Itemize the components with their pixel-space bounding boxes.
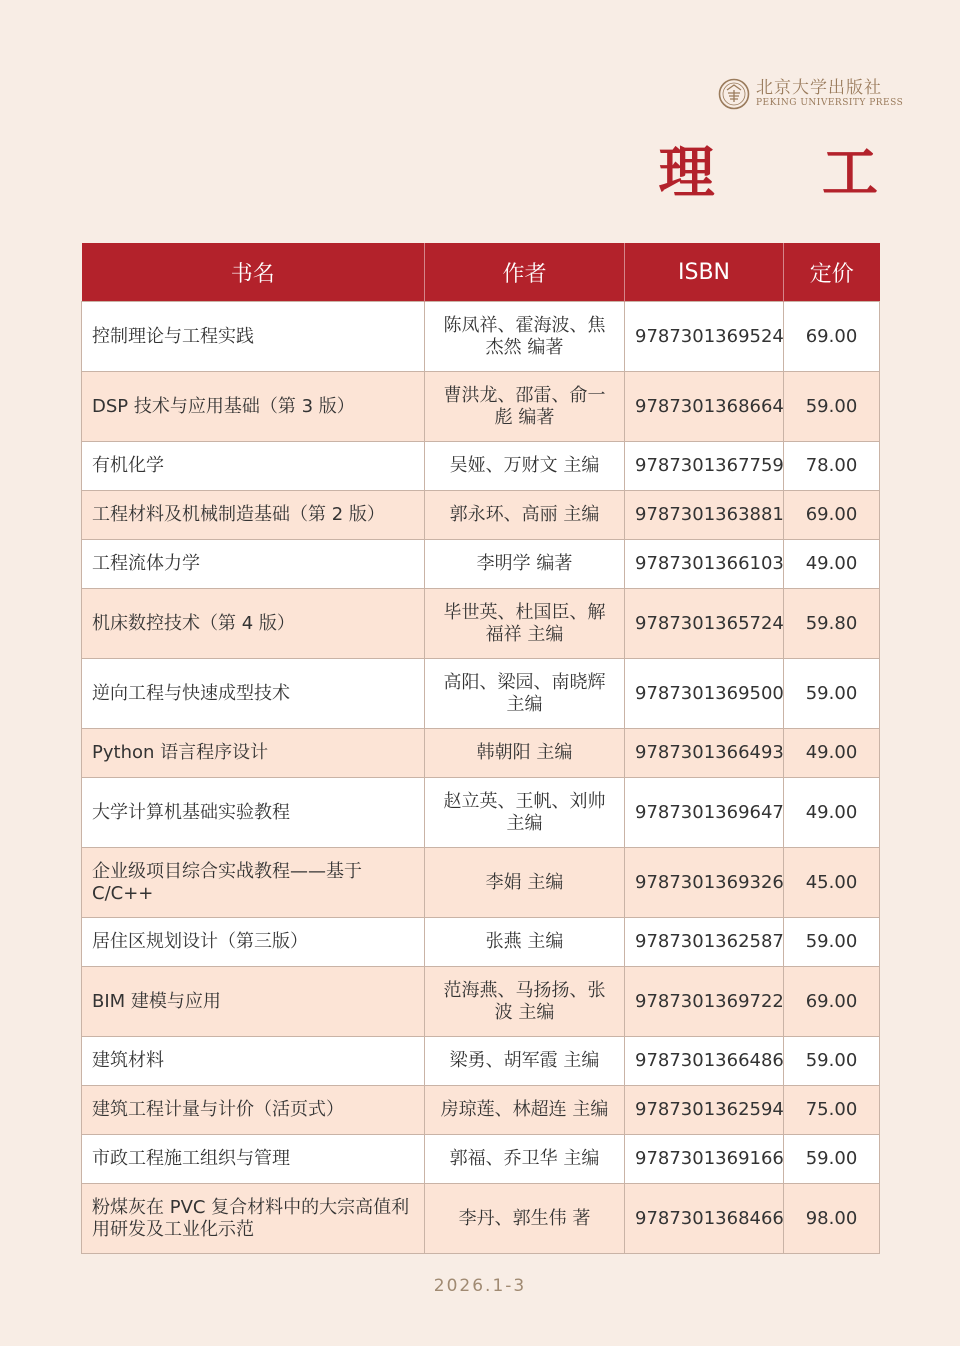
table-row [82, 1037, 880, 1086]
publisher-logo [718, 78, 904, 112]
book-author: 高阳、梁园、南晓辉 主编 [425, 659, 625, 729]
book-price: 59.00 [784, 918, 880, 967]
publisher-name-en: PEKING UNIVERSITY PRESS [756, 98, 904, 108]
book-title: 企业级项目综合实战教程——基于C/C++ [82, 848, 425, 918]
table-row [82, 848, 880, 918]
book-title: 控制理论与工程实践 [82, 302, 425, 372]
publisher-seal-icon [718, 78, 750, 110]
book-isbn: 9787301369524 [625, 302, 784, 372]
page-title: 理 工 [658, 140, 922, 206]
book-isbn: 9787301369166 [625, 1135, 784, 1184]
book-title: 市政工程施工组织与管理 [82, 1135, 425, 1184]
book-author: 张燕 主编 [425, 918, 625, 967]
book-title: 有机化学 [82, 442, 425, 491]
column-header-title: 书名 [82, 243, 425, 302]
book-title: 居住区规划设计（第三版） [82, 918, 425, 967]
book-author: 韩朝阳 主编 [425, 729, 625, 778]
publisher-name-cn: 北京大学出版社 [756, 78, 882, 98]
book-isbn: 9787301368466 [625, 1184, 784, 1254]
book-title: 逆向工程与快速成型技术 [82, 659, 425, 729]
book-isbn: 9787301369722 [625, 967, 784, 1037]
table-row [82, 1086, 880, 1135]
book-price: 59.00 [784, 1135, 880, 1184]
book-isbn: 9787301366486 [625, 1037, 784, 1086]
book-price: 59.80 [784, 589, 880, 659]
book-isbn: 9787301362594 [625, 1086, 784, 1135]
book-isbn: 9787301362587 [625, 918, 784, 967]
table-row [82, 729, 880, 778]
book-price: 49.00 [784, 540, 880, 589]
table-row [82, 967, 880, 1037]
book-author: 郭福、乔卫华 主编 [425, 1135, 625, 1184]
book-isbn: 9787301366103 [625, 540, 784, 589]
book-title: DSP 技术与应用基础（第 3 版） [82, 372, 425, 442]
table-row [82, 918, 880, 967]
book-price: 75.00 [784, 1086, 880, 1135]
book-author: 赵立英、王帆、刘帅 主编 [425, 778, 625, 848]
book-title: 建筑工程计量与计价（活页式） [82, 1086, 425, 1135]
book-isbn: 9787301366493 [625, 729, 784, 778]
book-price: 69.00 [784, 967, 880, 1037]
book-isbn: 9787301365724 [625, 589, 784, 659]
book-author: 毕世英、杜国臣、解福祥 主编 [425, 589, 625, 659]
book-isbn: 9787301363881 [625, 491, 784, 540]
column-header-price: 定价 [784, 243, 880, 302]
table-row [82, 1184, 880, 1254]
book-title: 建筑材料 [82, 1037, 425, 1086]
table-header-row [82, 243, 880, 302]
book-author: 吴娅、万财文 主编 [425, 442, 625, 491]
table-row [82, 1135, 880, 1184]
book-title: 大学计算机基础实验教程 [82, 778, 425, 848]
book-isbn: 9787301369326 [625, 848, 784, 918]
book-title: 工程流体力学 [82, 540, 425, 589]
book-price: 98.00 [784, 1184, 880, 1254]
book-price: 59.00 [784, 1037, 880, 1086]
book-title: 工程材料及机械制造基础（第 2 版） [82, 491, 425, 540]
book-author: 李丹、郭生伟 著 [425, 1184, 625, 1254]
book-author: 李明学 编著 [425, 540, 625, 589]
book-price: 59.00 [784, 372, 880, 442]
book-price: 69.00 [784, 491, 880, 540]
book-price: 78.00 [784, 442, 880, 491]
book-price: 45.00 [784, 848, 880, 918]
table-row [82, 540, 880, 589]
page-footer-date: 2026.1-3 [433, 1276, 527, 1296]
book-title: 粉煤灰在 PVC 复合材料中的大宗高值利用研发及工业化示范 [82, 1184, 425, 1254]
book-author: 范海燕、马扬扬、张波 主编 [425, 967, 625, 1037]
table-row [82, 491, 880, 540]
book-price: 49.00 [784, 778, 880, 848]
book-title: BIM 建模与应用 [82, 967, 425, 1037]
book-author: 梁勇、胡军霞 主编 [425, 1037, 625, 1086]
book-price: 59.00 [784, 659, 880, 729]
book-title: 机床数控技术（第 4 版） [82, 589, 425, 659]
book-author: 李娟 主编 [425, 848, 625, 918]
book-author: 房琼莲、林超连 主编 [425, 1086, 625, 1135]
book-author: 曹洪龙、邵雷、俞一彪 编著 [425, 372, 625, 442]
table-row [82, 659, 880, 729]
book-isbn: 9787301368664 [625, 372, 784, 442]
book-isbn: 9787301367759 [625, 442, 784, 491]
book-catalog-table [81, 243, 880, 1254]
book-author: 陈凤祥、霍海波、焦杰然 编著 [425, 302, 625, 372]
book-title: Python 语言程序设计 [82, 729, 425, 778]
book-price: 49.00 [784, 729, 880, 778]
book-isbn: 9787301369500 [625, 659, 784, 729]
column-header-isbn: ISBN [625, 243, 784, 302]
book-price: 69.00 [784, 302, 880, 372]
column-header-author: 作者 [425, 243, 625, 302]
table-row [82, 372, 880, 442]
table-row [82, 442, 880, 491]
book-isbn: 9787301369647 [625, 778, 784, 848]
table-row [82, 778, 880, 848]
book-author: 郭永环、高丽 主编 [425, 491, 625, 540]
table-row [82, 302, 880, 372]
table-row [82, 589, 880, 659]
